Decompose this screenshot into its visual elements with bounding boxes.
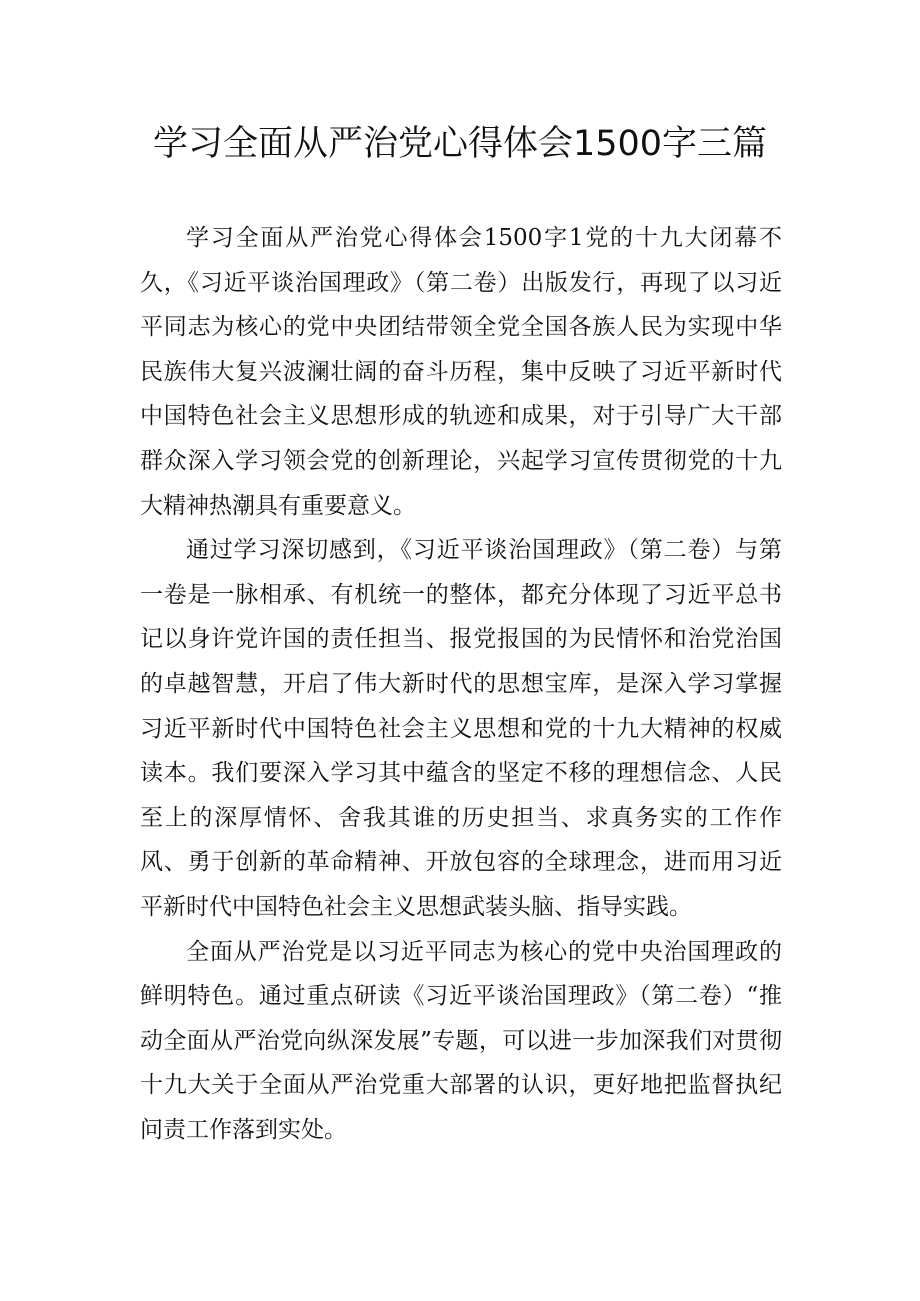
paragraph-3: 全面从严治党是以习近平同志为核心的党中央治国理政的鲜明特色。通过重点研读《习近平谈治国理政》（第二卷）“推动全面从严治党向纵深发展”专题，可以进一步加深我们对贯彻十九大关于全面从严治党重大部署的认识，更好地把监督执纪问责工作落到实处。 <box>140 938 782 1143</box>
document-title: 学习全面从严治党心得体会1500字三篇 <box>152 124 768 164</box>
paragraph-2: 通过学习深切感到，《习近平谈治国理政》（第二卷）与第一卷是一脉相承、有机统一的整体，都充分体现了习近平总书记以身许党许国的责任担当、报党报国的为民情怀和治党治国的卓越智慧，开启了伟大新时代的思想宝库，是深入学习掌握习近平新时代中国特色社会主义思想和党的十九大精神的权威读本。我们要深入学习其中蕴含的坚定不移的理想信念、人民至上的深厚情怀、舍我其谁的历史担当、求真务实的工作作风、勇于创新的革命精神、开放包容的全球理念，进而用习近平新时代中国特色社会主义思想武装头脑、指导实践。 <box>140 537 782 920</box>
paragraph-1: 学习全面从严治党心得体会1500字1党的十九大闭幕不久，《习近平谈治国理政》（第二卷）出版发行，再现了以习近平同志为核心的党中央团结带领全党全国各族人民为实现中华民族伟大复兴波澜壮阔的奋斗历程，集中反映了习近平新时代中国特色社会主义思想形成的轨迹和成果，对于引导广大干部群众深入学习领会党的创新理论，兴起学习宣传贯彻党的十九大精神热潮具有重要意义。 <box>140 225 782 519</box>
document-body <box>140 216 782 1152</box>
